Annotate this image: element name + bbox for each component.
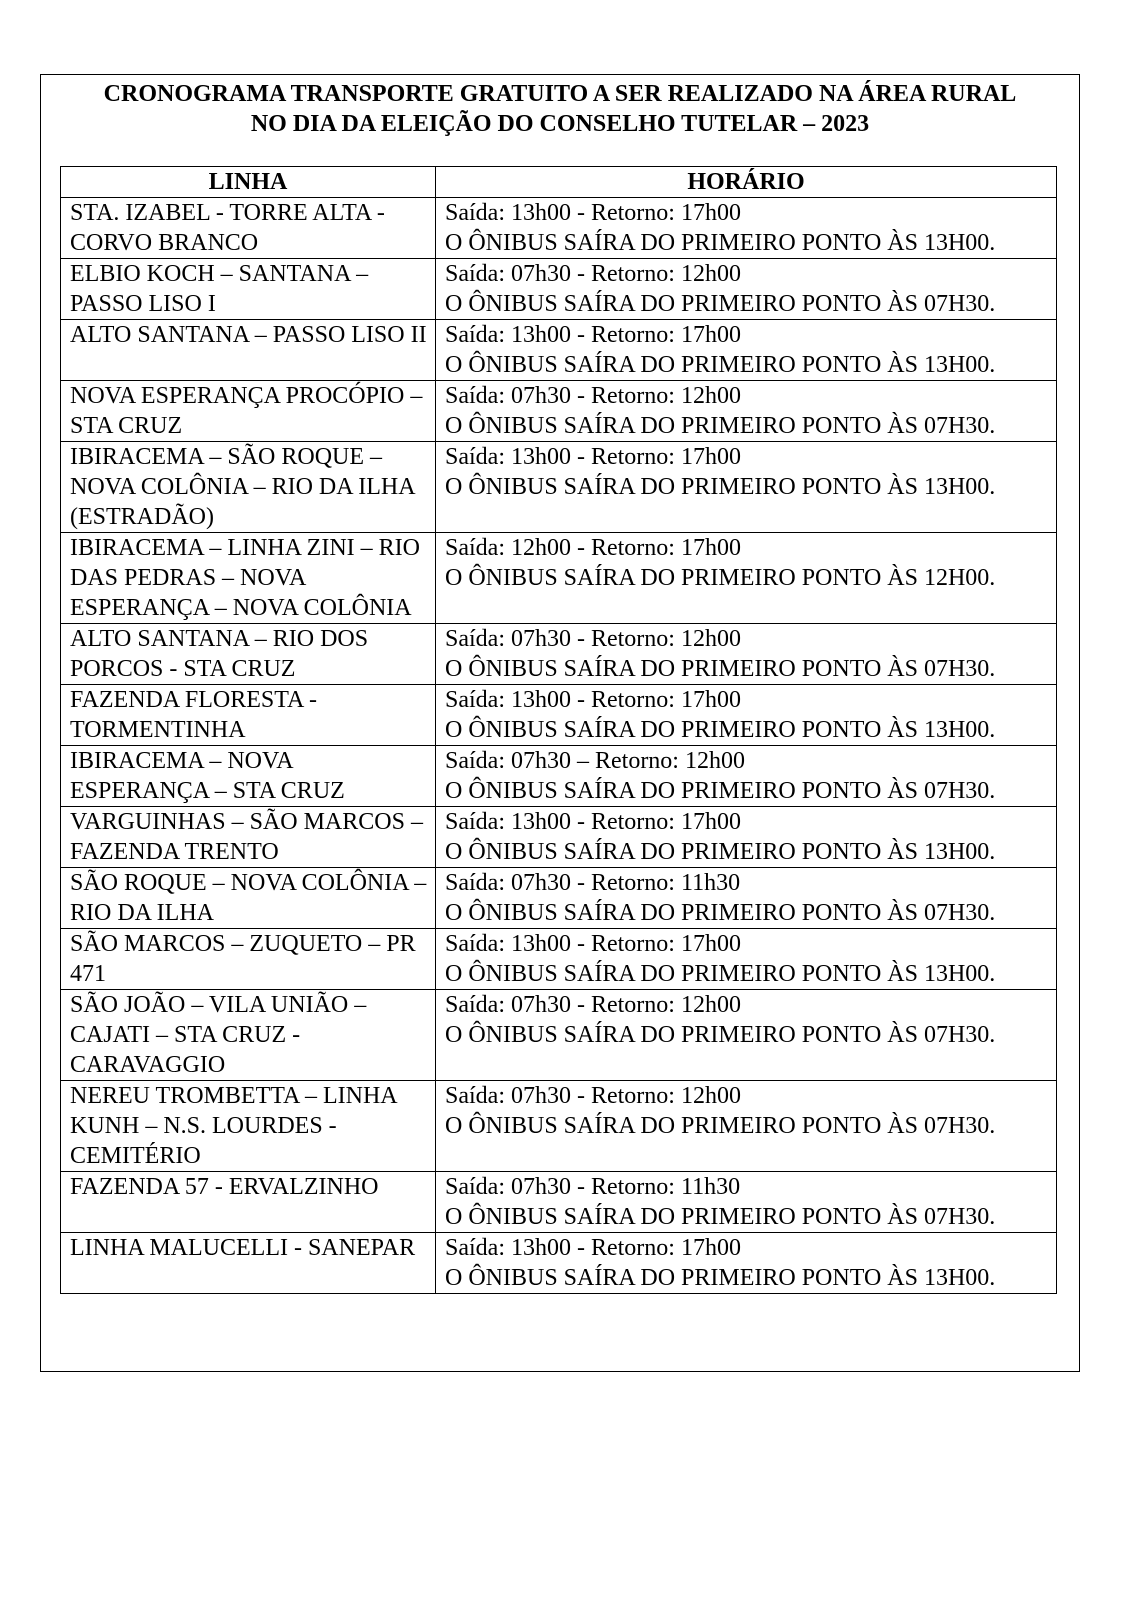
table-row [61, 320, 1057, 381]
table-row [61, 746, 1057, 807]
schedule-cell [436, 685, 1057, 746]
table-row [61, 259, 1057, 320]
departure-return-times: Saída: 13h00 - Retorno: 17h00 [445, 200, 741, 226]
departure-note: O ÔNIBUS SAÍRA DO PRIMEIRO PONTO ÀS 07H30. [445, 1204, 996, 1230]
departure-note: O ÔNIBUS SAÍRA DO PRIMEIRO PONTO ÀS 07H30. [445, 1113, 996, 1139]
route-name-cell: FAZENDA FLORESTA - TORMENTINHA [61, 685, 436, 746]
table-row [61, 1081, 1057, 1172]
table-row [61, 990, 1057, 1081]
route-name-cell: ALTO SANTANA – RIO DOS PORCOS - STA CRUZ [61, 624, 436, 685]
route-name-cell: IBIRACEMA – SÃO ROQUE – NOVA COLÔNIA – RIO DA ILHA (ESTRADÃO) [61, 442, 436, 533]
schedule-cell [436, 442, 1057, 533]
column-header-linha: LINHA [61, 167, 436, 198]
departure-note: O ÔNIBUS SAÍRA DO PRIMEIRO PONTO ÀS 13H00. [445, 961, 996, 987]
schedule-cell [436, 624, 1057, 685]
route-name-cell: ELBIO KOCH – SANTANA – PASSO LISO I [61, 259, 436, 320]
schedule-cell [436, 807, 1057, 868]
table-row [61, 533, 1057, 624]
route-name-cell: LINHA MALUCELLI - SANEPAR [61, 1233, 436, 1294]
route-name-cell: ALTO SANTANA – PASSO LISO II [61, 320, 436, 381]
departure-note: O ÔNIBUS SAÍRA DO PRIMEIRO PONTO ÀS 07H30. [445, 291, 996, 317]
departure-note: O ÔNIBUS SAÍRA DO PRIMEIRO PONTO ÀS 07H30. [445, 778, 996, 804]
schedule-cell [436, 868, 1057, 929]
table-row [61, 624, 1057, 685]
departure-note: O ÔNIBUS SAÍRA DO PRIMEIRO PONTO ÀS 07H30. [445, 413, 996, 439]
route-name-cell: NOVA ESPERANÇA PROCÓPIO – STA CRUZ [61, 381, 436, 442]
route-name-cell: SÃO MARCOS – ZUQUETO – PR 471 [61, 929, 436, 990]
route-name-cell: SÃO ROQUE – NOVA COLÔNIA – RIO DA ILHA [61, 868, 436, 929]
departure-return-times: Saída: 07h30 - Retorno: 12h00 [445, 383, 741, 409]
departure-return-times: Saída: 07h30 – Retorno: 12h00 [445, 748, 745, 774]
schedule-cell [436, 746, 1057, 807]
table-row [61, 381, 1057, 442]
title-line-2: NO DIA DA ELEIÇÃO DO CONSELHO TUTELAR – 2023 [250, 111, 870, 137]
departure-return-times: Saída: 13h00 - Retorno: 17h00 [445, 1235, 741, 1261]
route-name-cell: FAZENDA 57 - ERVALZINHO [61, 1172, 436, 1233]
schedule-cell [436, 1081, 1057, 1172]
departure-return-times: Saída: 13h00 - Retorno: 17h00 [445, 687, 741, 713]
departure-return-times: Saída: 07h30 - Retorno: 11h30 [445, 870, 741, 896]
table-row [61, 685, 1057, 746]
departure-return-times: Saída: 07h30 - Retorno: 11h30 [445, 1174, 741, 1200]
departure-note: O ÔNIBUS SAÍRA DO PRIMEIRO PONTO ÀS 13H00. [445, 839, 996, 865]
departure-note: O ÔNIBUS SAÍRA DO PRIMEIRO PONTO ÀS 13H00. [445, 1265, 996, 1291]
departure-note: O ÔNIBUS SAÍRA DO PRIMEIRO PONTO ÀS 13H00. [445, 352, 996, 378]
departure-note: O ÔNIBUS SAÍRA DO PRIMEIRO PONTO ÀS 07H30. [445, 1022, 996, 1048]
table-body [61, 198, 1057, 1294]
table-row [61, 868, 1057, 929]
departure-return-times: Saída: 13h00 - Retorno: 17h00 [445, 322, 741, 348]
column-header-horario: HORÁRIO [436, 167, 1057, 198]
table-row [61, 807, 1057, 868]
schedule-cell [436, 929, 1057, 990]
departure-note: O ÔNIBUS SAÍRA DO PRIMEIRO PONTO ÀS 07H30. [445, 656, 996, 682]
route-name-cell: NEREU TROMBETTA – LINHA KUNH – N.S. LOURDES - CEMITÉRIO [61, 1081, 436, 1172]
departure-return-times: Saída: 13h00 - Retorno: 17h00 [445, 444, 741, 470]
schedule-cell [436, 198, 1057, 259]
table-row [61, 1172, 1057, 1233]
table-row [61, 442, 1057, 533]
route-name-cell: IBIRACEMA – NOVA ESPERANÇA – STA CRUZ [61, 746, 436, 807]
table-row [61, 1233, 1057, 1294]
route-name-cell: VARGUINHAS – SÃO MARCOS – FAZENDA TRENTO [61, 807, 436, 868]
title-line-1: CRONOGRAMA TRANSPORTE GRATUITO A SER REALIZADO NA ÁREA RURAL [103, 81, 1017, 107]
schedule-cell [436, 259, 1057, 320]
document-title [41, 79, 1079, 139]
departure-note: O ÔNIBUS SAÍRA DO PRIMEIRO PONTO ÀS 13H00. [445, 230, 996, 256]
schedule-cell [436, 320, 1057, 381]
schedule-cell [436, 533, 1057, 624]
table-row [61, 198, 1057, 259]
table-row [61, 929, 1057, 990]
departure-return-times: Saída: 07h30 - Retorno: 12h00 [445, 261, 741, 287]
schedule-cell [436, 381, 1057, 442]
document-frame [40, 74, 1080, 1372]
schedule-table [60, 166, 1057, 1294]
departure-note: O ÔNIBUS SAÍRA DO PRIMEIRO PONTO ÀS 13H00. [445, 717, 996, 743]
route-name-cell: SÃO JOÃO – VILA UNIÃO – CAJATI – STA CRUZ - CARAVAGGIO [61, 990, 436, 1081]
route-name-cell: IBIRACEMA – LINHA ZINI – RIO DAS PEDRAS – NOVA ESPERANÇA – NOVA COLÔNIA [61, 533, 436, 624]
departure-return-times: Saída: 07h30 - Retorno: 12h00 [445, 626, 741, 652]
departure-return-times: Saída: 13h00 - Retorno: 17h00 [445, 931, 741, 957]
departure-return-times: Saída: 07h30 - Retorno: 12h00 [445, 1083, 741, 1109]
departure-return-times: Saída: 07h30 - Retorno: 12h00 [445, 992, 741, 1018]
route-name-cell: STA. IZABEL - TORRE ALTA - CORVO BRANCO [61, 198, 436, 259]
schedule-cell [436, 1233, 1057, 1294]
departure-note: O ÔNIBUS SAÍRA DO PRIMEIRO PONTO ÀS 13H00. [445, 474, 996, 500]
departure-note: O ÔNIBUS SAÍRA DO PRIMEIRO PONTO ÀS 12H00. [445, 565, 996, 591]
schedule-cell [436, 990, 1057, 1081]
schedule-cell [436, 1172, 1057, 1233]
departure-return-times: Saída: 12h00 - Retorno: 17h00 [445, 535, 741, 561]
departure-note: O ÔNIBUS SAÍRA DO PRIMEIRO PONTO ÀS 07H30. [445, 900, 996, 926]
departure-return-times: Saída: 13h00 - Retorno: 17h00 [445, 809, 741, 835]
table-header-row [61, 167, 1057, 198]
